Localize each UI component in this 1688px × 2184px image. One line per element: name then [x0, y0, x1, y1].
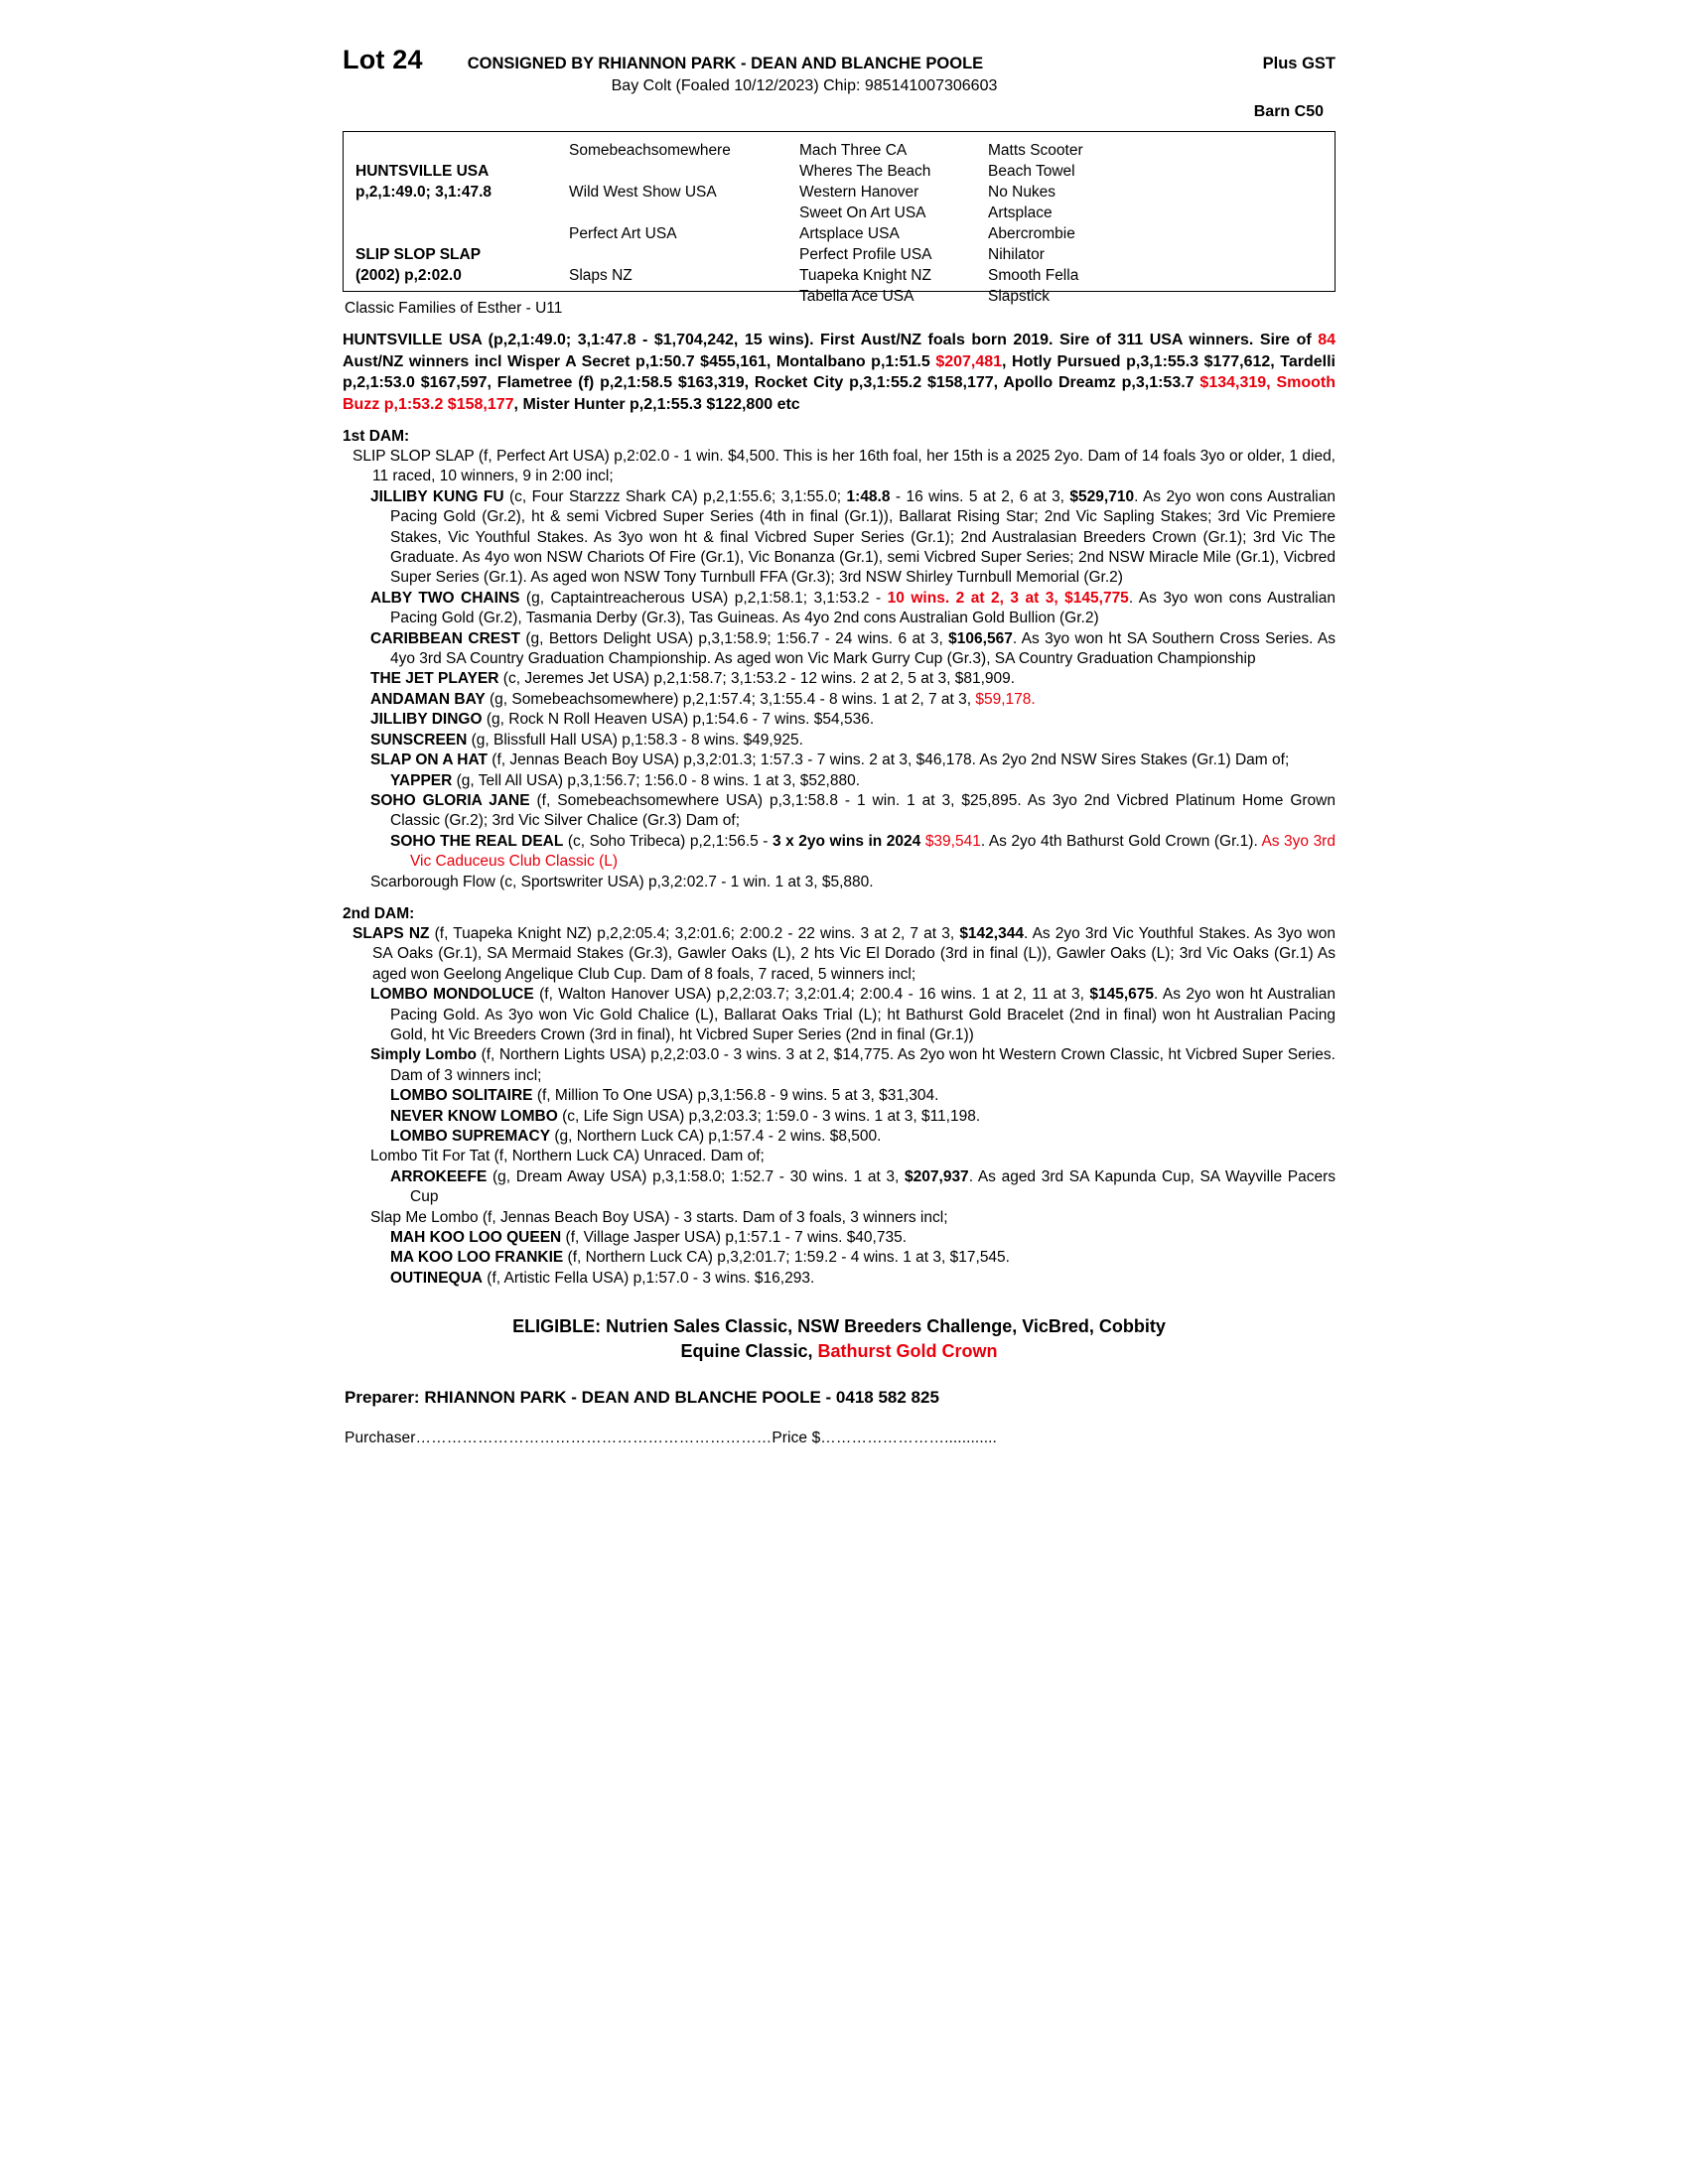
progeny-name: JILLIBY KUNG FU [370, 487, 504, 505]
progeny-name: SOHO THE REAL DEAL [390, 832, 564, 850]
progeny-name: LOMBO SUPREMACY [390, 1128, 551, 1145]
progeny-text-3: . As 2yo won cons Australian Pacing Gold (Gr.2), ht & semi Vicbred Super Series (4th in final (Gr.1)), Ballarat Rising Star; 2nd Vic Sapling Stakes; 3rd Vic Premiere Stakes, Vic Youthful Stakes. As 3yo won ht & final Vicbred Super Series (Gr.1); 2nd Australasian Breeders Crown (Gr.1); 3rd Vic The Graduate. As 4yo won NSW Chariots Of Fire (Gr.1), Vic Bonanza (Gr.1), semi Vicbred Super Series; 2nd NSW Miracle Mile (Gr.1), Vicbred Super Series (Gr.1). As aged won NSW Tony Turnbull FFA (Gr.3); 3rd NSW Shirley Turnbull Memorial (Gr.2) [390, 487, 1336, 587]
progeny-lombo-mondoluce [343, 985, 1336, 1045]
progeny-text: (c, Soho Tribeca) p,2,1:56.5 - [563, 832, 773, 850]
second-dam-name: SLAPS NZ [352, 924, 430, 942]
progeny-soho-gloria-jane [343, 791, 1336, 832]
progeny-name: YAPPER [390, 771, 453, 789]
progeny-name: ANDAMAN BAY [370, 690, 486, 708]
pedigree-gen3-3: Western Hanover [799, 184, 919, 201]
progeny-never-know-lombo [343, 1107, 1336, 1127]
progeny-text-3: . As 2yo 4th Bathurst Gold Crown (Gr.1). [980, 832, 1262, 850]
progeny-text-3: . As 3yo won ht SA Southern Cross Series. As 4yo 3rd SA Country Graduation Championship. As aged won Vic Mark Gurry Cup (Gr.3), SA Country Graduation Championship [390, 629, 1336, 668]
progeny-name: ALBY TWO CHAINS [370, 589, 520, 607]
pedigree-gen3-6: Perfect Profile USA [799, 246, 932, 263]
progeny-text: (f, Walton Hanover USA) p,2,2:03.7; 3,2:01.4; 2:00.4 - 16 wins. 1 at 2, 11 at 3, [533, 986, 1090, 1004]
page-content [343, 45, 1336, 1447]
progeny-text-3: . As 3yo won cons Australian Pacing Gold (Gr.2), Tasmania Derby (Gr.3), Tas Guineas. As 4yo 2nd cons Australian Gold Bullion (Gr.2) [390, 589, 1336, 627]
progeny-name: LOMBO MONDOLUCE [370, 986, 534, 1004]
pedigree-dam-name: SLIP SLOP SLAP [355, 246, 482, 263]
pedigree-blank [344, 203, 557, 223]
progeny-text-2: - 16 wins. 5 at 2, 6 at 3, [890, 487, 1070, 505]
progeny-text: (g, Tell All USA) p,3,1:56.7; 1:56.0 - 8 wins. 1 at 3, $52,880. [452, 771, 861, 789]
progeny-text: (c, Four Starzzz Shark CA) p,2,1:55.6; 3,1:55.0; [503, 487, 847, 505]
progeny-simply-lombo [343, 1045, 1336, 1086]
progeny-performance-highlight: As 3yo 3rd Vic Caduceus Club Classic (L) [410, 832, 1336, 871]
progeny-text: (g, Bettors Delight USA) p,3,1:58.9; 1:56.7 - 24 wins. 6 at 3, [519, 629, 949, 647]
pedigree-gen4-6: Nihilator [988, 246, 1045, 263]
pedigree-gen4-3: No Nukes [988, 184, 1056, 201]
eligible-block [343, 1314, 1336, 1364]
progeny-name: OUTINEQUA [390, 1269, 483, 1287]
second-dam-slaps-nz [343, 924, 1336, 985]
pedigree-gen3-7: Tuapeka Knight NZ [799, 267, 931, 284]
progeny-earnings: $145,675 [1089, 986, 1155, 1004]
pedigree-box [343, 131, 1336, 305]
progeny-text: (g, Rock N Roll Heaven USA) p,1:54.6 - 7 wins. $54,536. [482, 711, 875, 729]
consignor-line: CONSIGNED BY RHIANNON PARK - DEAN AND BLANCHE POOLE [467, 55, 984, 72]
second-dam-text-2: . As 2yo 3rd Vic Youthful Stakes. As 3yo won SA Oaks (Gr.1), SA Mermaid Stakes (Gr.3), Gawler Oaks (L), 2 hts Vic El Dorado (3rd in final (L)), Gawler Oaks (L); 3rd Vic Oaks (Gr.1) As aged won Geelong Angelique Club Cup. Dam of 8 foals, 7 raced, 5 winners incl; [372, 924, 1336, 983]
progeny-jilliby-dingo [343, 710, 1336, 730]
progeny-text: (f, Artistic Fella USA) p,1:57.0 - 3 wins. $16,293. [483, 1269, 815, 1287]
second-dam-earnings: $142,344 [959, 924, 1024, 942]
pedigree-gen4-8: Slapstick [988, 288, 1051, 305]
progeny-best-time: 1:48.8 [846, 487, 891, 505]
pedigree-grid [344, 140, 1335, 307]
pedigree-gen3-4: Sweet On Art USA [799, 205, 926, 221]
progeny-soho-the-real-deal [343, 832, 1336, 873]
progeny-mah-koo-loo-queen [343, 1228, 1336, 1248]
sire-paragraph [343, 330, 1336, 415]
progeny-name: ARROKEEFE [390, 1167, 488, 1185]
sire-earnings-highlight: $134,319, Smooth Buzz p,1:53.2 $158,177 [343, 374, 1336, 413]
pedigree-sire-time: p,2,1:49.0; 3,1:47.8 [355, 184, 492, 201]
progeny-earnings: $106,567 [948, 629, 1013, 647]
progeny-sunscreen [343, 731, 1336, 751]
sire-text-3: , Hotly Pursued p,3,1:55.3 $177,612, Tardelli p,2,1:53.0 $167,597, Flametree (f) p,2,1:58.5 $163,319, Rocket City p,3,1:55.2 $158,177, Apollo Dreamz p,3,1:53.7 [343, 352, 1336, 391]
pedigree-gen4-2: Beach Towel [988, 163, 1075, 180]
progeny-text: (f, Northern Lights USA) p,2,2:03.0 - 3 wins. 3 at 2, $14,775. As 2yo won ht Western Crown Classic, ht Vicbred Super Series. Dam of 3 winners incl; [390, 1046, 1336, 1084]
progeny-name: SUNSCREEN [370, 731, 468, 749]
pedigree-gen4-4: Artsplace [988, 205, 1053, 221]
progeny-name: Simply Lombo [370, 1046, 478, 1064]
pedigree-gen3-8: Tabella Ace USA [799, 288, 914, 305]
classic-families: Classic Families of Esther - U11 [345, 300, 563, 317]
progeny-ma-koo-loo-frankie [343, 1248, 1336, 1268]
progeny-name: NEVER KNOW LOMBO [390, 1107, 558, 1125]
progeny-name: MA KOO LOO FRANKIE [390, 1249, 564, 1267]
pedigree-gen3-5: Artsplace USA [799, 225, 900, 242]
progeny-name: LOMBO SOLITAIRE [390, 1087, 533, 1105]
lot-number: Lot 24 [343, 45, 423, 74]
sire-earnings-montalbano: $207,481 [935, 352, 1003, 370]
preparer-line: Preparer: RHIANNON PARK - DEAN AND BLANCHE POOLE - 0418 582 825 [345, 1388, 939, 1408]
progeny-text: (g, Blissfull Hall USA) p,1:58.3 - 8 wins. $49,925. [467, 731, 803, 749]
progeny-earnings-highlight: $59,178. [975, 690, 1036, 708]
progeny-andaman-bay [343, 690, 1336, 710]
progeny-name: THE JET PLAYER [370, 670, 499, 688]
progeny-text: (f, Jennas Beach Boy USA) p,3,2:01.3; 1:57.3 - 7 wins. 2 at 3, $46,178. As 2yo 2nd NSW Sires Stakes (Gr.1) Dam of; [487, 751, 1290, 769]
progeny-name: SOHO GLORIA JANE [370, 791, 530, 809]
progeny-text: (f, Million To One USA) p,3,1:56.8 - 9 wins. 5 at 3, $31,304. [532, 1087, 939, 1105]
progeny-text: (f, Somebeachsomewhere USA) p,3,1:58.8 - 1 win. 1 at 3, $25,895. As 3yo 2nd Vicbred Platinum Home Grown Classic (Gr.2); 3rd Vic Silver Chalice (Gr.3) Dam of; [390, 791, 1336, 830]
pedigree-blank [557, 161, 787, 182]
progeny-lombo-solitaire [343, 1086, 1336, 1106]
second-dam-heading: 2nd DAM: [343, 904, 415, 922]
progeny-the-jet-player [343, 669, 1336, 689]
progeny-slap-on-a-hat [343, 751, 1336, 770]
progeny-earnings: $529,710 [1069, 487, 1135, 505]
eligible-bathurst-gold-crown: Bathurst Gold Crown [817, 1341, 998, 1362]
first-dam-heading: 1st DAM: [343, 428, 410, 445]
barn-label: Barn C50 [1253, 103, 1324, 120]
pedigree-blank [557, 203, 787, 223]
progeny-name: SLAP ON A HAT [370, 751, 488, 769]
progeny-alby-two-chains [343, 589, 1336, 629]
progeny-caribbean-crest [343, 629, 1336, 670]
pedigree-gen4-1: Matts Scooter [988, 142, 1083, 159]
pedigree-dam-dam: Slaps NZ [569, 267, 633, 284]
pedigree-blank [557, 244, 787, 265]
progeny-earnings: $207,937 [905, 1167, 969, 1185]
pedigree-gen3-1: Mach Three CA [799, 142, 908, 159]
progeny-jilliby-kung-fu [343, 487, 1336, 589]
pedigree-sire-name: HUNTSVILLE USA [355, 163, 490, 180]
horse-description: Bay Colt (Foaled 10/12/2023) Chip: 985141007306603 [611, 77, 998, 94]
sire-text-2: Aust/NZ winners incl Wisper A Secret p,1:50.7 $455,161, Montalbano p,1:51.5 [343, 352, 936, 370]
progeny-name: JILLIBY DINGO [370, 711, 483, 729]
progeny-arrokeefe [343, 1167, 1336, 1208]
pedigree-dam-sire: Perfect Art USA [569, 225, 677, 242]
gst-note: Plus GST [1262, 55, 1336, 72]
progeny-earnings-highlight: $39,541 [924, 832, 981, 850]
progeny-scarborough-flow: Scarborough Flow (c, Sportswriter USA) p,3,2:02.7 - 1 win. 1 at 3, $5,880. [370, 873, 874, 890]
progeny-wins-highlight: 3 x 2yo wins in 2024 [773, 832, 921, 850]
progeny-text: (f, Village Jasper USA) p,1:57.1 - 7 wins. $40,735. [561, 1229, 908, 1247]
progeny-name: MAH KOO LOO QUEEN [390, 1229, 562, 1247]
progeny-name: CARIBBEAN CREST [370, 629, 520, 647]
progeny-text: (g, Somebeachsomewhere) p,2,1:57.4; 3,1:55.4 - 8 wins. 1 at 2, 7 at 3, [485, 690, 976, 708]
purchaser-line: Purchaser……………………………………………………………Price $……………………............ [345, 1430, 997, 1447]
eligible-line-1: ELIGIBLE: Nutrien Sales Classic, NSW Breeders Challenge, VicBred, Cobbity [512, 1316, 1166, 1337]
progeny-text: (c, Jeremes Jet USA) p,2,1:58.7; 3,1:53.2 - 12 wins. 2 at 2, 5 at 3, $81,909. [498, 670, 1016, 688]
progeny-record-highlight: 10 wins. 2 at 2, 3 at 3, $145,775 [887, 589, 1129, 607]
pedigree-gen4-7: Smooth Fella [988, 267, 1079, 284]
pedigree-blank [344, 223, 557, 244]
sire-text-1: HUNTSVILLE USA (p,2,1:49.0; 3,1:47.8 - $1,704,242, 15 wins). First Aust/NZ foals born 2019. Sire of 311 USA winners. Sire of [343, 332, 1319, 348]
pedigree-dam-time: (2002) p,2:02.0 [355, 267, 462, 284]
pedigree-gen4-5: Abercrombie [988, 225, 1075, 242]
progeny-text-2: . As 2yo won ht Australian Pacing Gold. As 3yo won Vic Gold Chalice (L), Ballarat Oaks Trial (L); ht Bathurst Gold Bracelet (2nd in final) won ht Australian Pacing Gold, ht Vic Breeders Crown (3rd in final), ht Vicbred Super Series (2nd in final (Gr.1)) [390, 986, 1336, 1043]
progeny-outinequa [343, 1269, 1336, 1289]
progeny-text: (g, Northern Luck CA) p,1:57.4 - 2 wins. $8,500. [550, 1128, 882, 1145]
eligible-line-2 [352, 1339, 1326, 1364]
sire-winners-count: 84 [1318, 332, 1336, 348]
progeny-text-2: . As aged 3rd SA Kapunda Cup, SA Wayville Pacers Cup [410, 1167, 1336, 1206]
progeny-yapper [343, 771, 1336, 791]
progeny-text: (f, Northern Luck CA) p,3,2:01.7; 1:59.2 - 4 wins. 1 at 3, $17,545. [563, 1249, 1010, 1267]
header-row [343, 45, 1336, 75]
pedigree-sire-dam: Wild West Show USA [569, 184, 717, 201]
pedigree-blank [557, 286, 787, 307]
second-dam-text: (f, Tuapeka Knight NZ) p,2,2:05.4; 3,2:01.6; 2:00.2 - 22 wins. 3 at 2, 7 at 3, [429, 924, 960, 942]
progeny-lombo-tit-for-tat: Lombo Tit For Tat (f, Northern Luck CA) Unraced. Dam of; [370, 1148, 765, 1165]
progeny-text: (g, Captaintreacherous USA) p,2,1:58.1; 3,1:53.2 - [519, 589, 888, 607]
progeny-text: (c, Life Sign USA) p,3,2:03.3; 1:59.0 - 3 wins. 1 at 3, $11,198. [557, 1107, 981, 1125]
pedigree-blank [344, 140, 557, 161]
first-dam-intro: SLIP SLOP SLAP (f, Perfect Art USA) p,2:02.0 - 1 win. $4,500. This is her 16th foal, her 15th is a 2025 2yo. Dam of 14 foals 3yo or older, 1 died, 11 raced, 10 winners, 9 in 2:00 incl; [352, 448, 1336, 485]
progeny-text: (g, Dream Away USA) p,3,1:58.0; 1:52.7 - 30 wins. 1 at 3, [487, 1167, 906, 1185]
sire-text-4: , Mister Hunter p,2,1:55.3 $122,800 etc [513, 395, 800, 413]
pedigree-gen3-2: Wheres The Beach [799, 163, 931, 180]
pedigree-sire-sire: Somebeachsomewhere [569, 142, 731, 159]
progeny-slap-me-lombo: Slap Me Lombo (f, Jennas Beach Boy USA) - 3 starts. Dam of 3 foals, 3 winners incl; [370, 1208, 948, 1226]
progeny-lombo-supremacy [343, 1127, 1336, 1147]
eligible-line-2a: Equine Classic, [680, 1341, 818, 1362]
